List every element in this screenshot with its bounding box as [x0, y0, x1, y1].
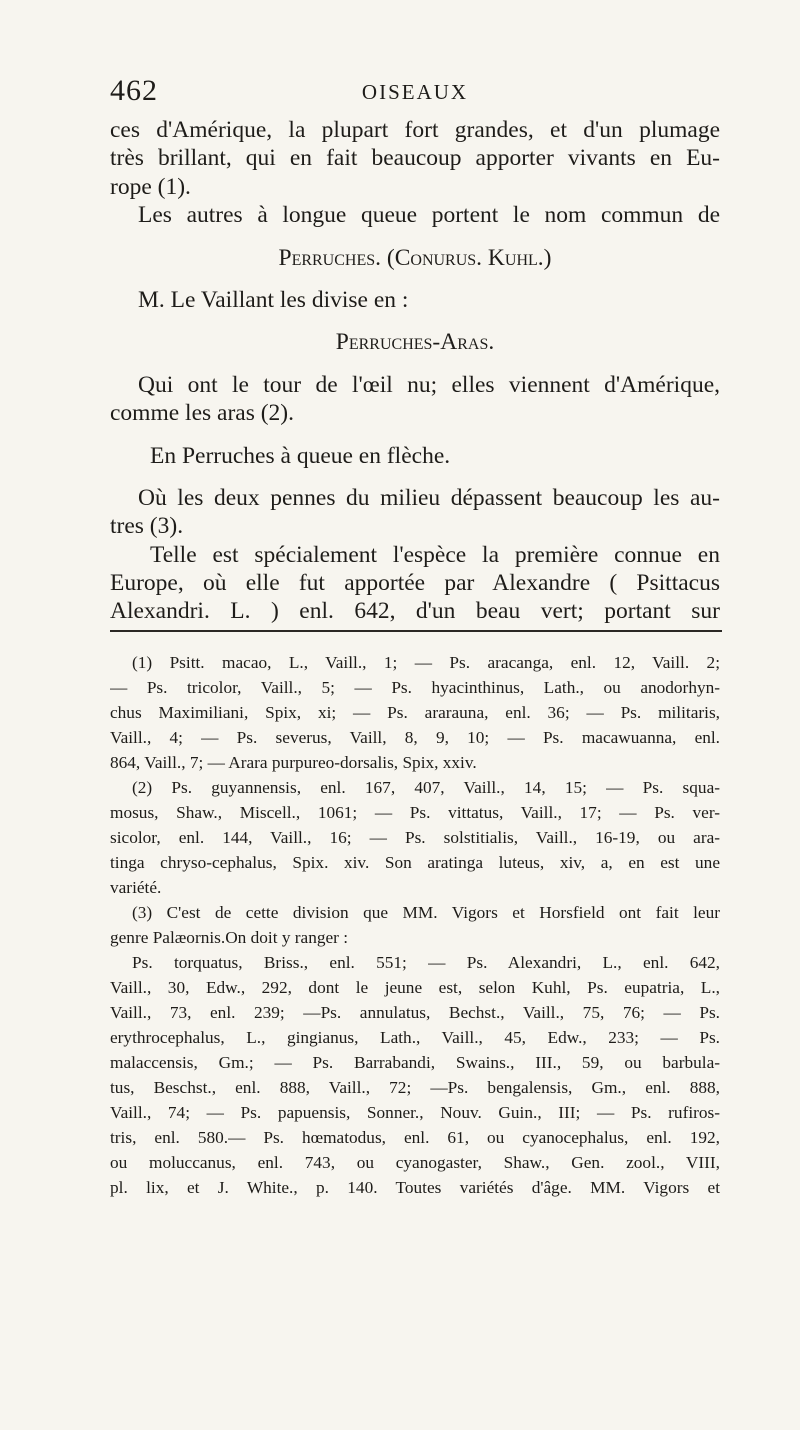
text-line: très brillant, qui en fait beaucoup apporter vivants en Eu-	[110, 145, 720, 172]
footnote-separator	[110, 630, 722, 632]
text-line: ces d'Amérique, la plupart fort grandes, et d'un plumage	[110, 117, 720, 143]
footnote-line: (3) C'est de cette division que MM. Vigors et Horsfield ont fait leur	[132, 903, 720, 922]
footnote-line: pl. lix, et J. White., p. 140. Toutes variétés d'âge. MM. Vigors et	[110, 1178, 720, 1197]
footnote-line: chus Maximiliani, Spix, xi; — Ps. ararauna, enl. 36; — Ps. militaris,	[110, 703, 720, 722]
footnote-line: Ps. torquatus, Briss., enl. 551; — Ps. Alexandri, L., enl. 642,	[132, 953, 720, 972]
subsection-heading: En Perruches à queue en flèche.	[150, 442, 451, 469]
footnote-line: genre Palæornis.On doit y ranger :	[110, 928, 349, 947]
text-line: tres (3).	[110, 513, 184, 540]
subsection-heading: Perruches-Aras.	[335, 329, 495, 356]
footnote-line: sicolor, enl. 144, Vaill., 16; — Ps. solstitialis, Vaill., 16-19, ou ara-	[110, 828, 720, 847]
footnote-line: Vaill., 73, enl. 239; —Ps. annulatus, Bechst., Vaill., 75, 76; — Ps.	[110, 1003, 720, 1022]
page-header	[110, 74, 720, 108]
footnote-line: tus, Beschst., enl. 888, Vaill., 72; —Ps. bengalensis, Gm., enl. 888,	[110, 1078, 720, 1097]
text-line: Les autres à longue queue portent le nom commun de	[138, 202, 720, 229]
main-text	[110, 116, 720, 626]
footnote-line: — Ps. tricolor, Vaill., 5; — Ps. hyacinthinus, Lath., ou anodorhyn-	[110, 678, 720, 697]
page-number: 462	[110, 74, 158, 107]
footnote-line: tinga chryso-cephalus, Spix. xiv. Son aratinga luteus, xiv, a, en est une	[110, 853, 720, 872]
footnote-line: 864, Vaill., 7; — Arara purpureo-dorsalis, Spix, xxiv.	[110, 753, 477, 772]
footnote-line: Vaill., 74; — Ps. papuensis, Sonner., Nouv. Guin., III; — Ps. rufiros-	[110, 1103, 720, 1122]
footnote-line: ou moluccanus, enl. 743, ou cyanogaster, Shaw., Gen. zool., VIII,	[110, 1153, 720, 1172]
footnote-line: mosus, Shaw., Miscell., 1061; — Ps. vittatus, Vaill., 17; — Ps. ver-	[110, 803, 720, 822]
footnote-line: malaccensis, Gm.; — Ps. Barrabandi, Swains., III., 59, ou barbula-	[110, 1053, 720, 1072]
footnote-line: Vaill., 4; — Ps. severus, Vaill, 8, 9, 10; — Ps. macawuanna, enl.	[110, 728, 720, 747]
footnotes	[110, 650, 720, 1200]
text-line: Qui ont le tour de l'œil nu; elles viennent d'Amérique,	[138, 371, 720, 398]
section-heading: Perruches. (Conurus. Kuhl.)	[278, 244, 552, 271]
text-line: Europe, où elle fut apportée par Alexandre ( Psittacus	[110, 570, 720, 597]
footnote-line: Vaill., 30, Edw., 292, dont le jeune est, selon Kuhl, Ps. eupatria, L.,	[110, 978, 720, 997]
text-line: M. Le Vaillant les divise en :	[138, 286, 409, 313]
footnote-line: tris, enl. 580.— Ps. hœmatodus, enl. 61, ou cyanocephalus, enl. 192,	[110, 1128, 720, 1147]
text-line: rope (1).	[110, 173, 191, 200]
running-head: OISEAUX	[361, 80, 469, 104]
text-line: Où les deux pennes du milieu dépassent beaucoup les au-	[138, 484, 720, 511]
text-line: comme les aras (2).	[110, 400, 295, 427]
text-line: Alexandri. L. ) enl. 642, d'un beau vert; portant sur	[110, 598, 720, 625]
footnote-line: erythrocephalus, L., gingianus, Lath., Vaill., 45, Edw., 233; — Ps.	[110, 1028, 720, 1047]
footnote-line: (1) Psitt. macao, L., Vaill., 1; — Ps. aracanga, enl. 12, Vaill. 2;	[132, 653, 720, 672]
footnote-line: (2) Ps. guyannensis, enl. 167, 407, Vaill., 14, 15; — Ps. squa-	[132, 778, 720, 797]
footnote-line: variété.	[110, 878, 162, 897]
text-line: Telle est spécialement l'espèce la première connue en	[150, 541, 720, 568]
